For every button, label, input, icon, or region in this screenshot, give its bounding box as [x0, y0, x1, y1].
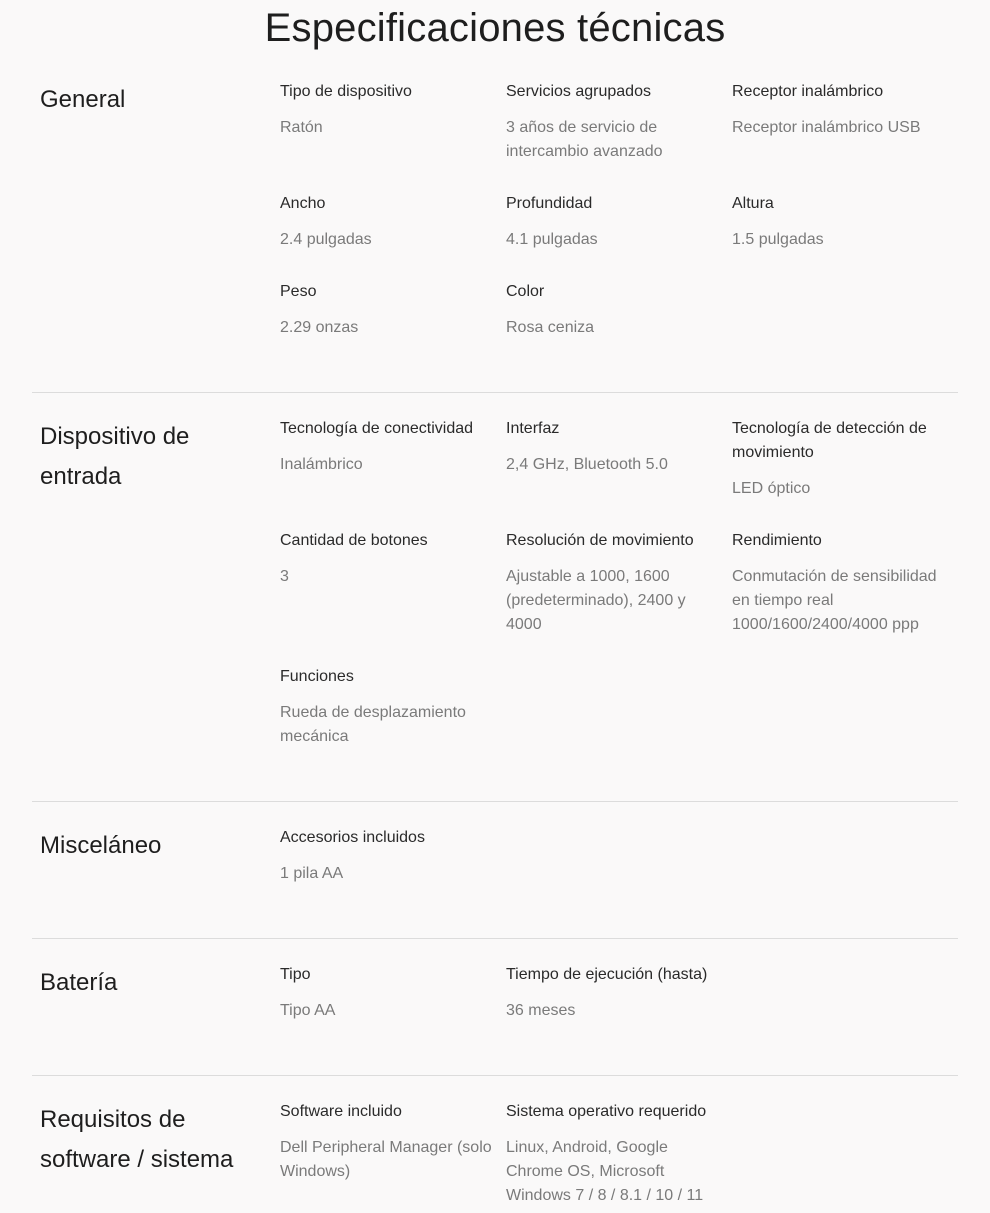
spec-item [280, 826, 506, 914]
spec-item [506, 417, 732, 529]
spec-value: Rueda de desplazamiento mecánica [280, 704, 466, 745]
spec-value: 1 pila AA [280, 865, 344, 882]
section-title: Dispositivo de entrada [40, 423, 190, 490]
spec-label: Tiempo de ejecución (hasta) [506, 966, 708, 983]
spec-item [280, 963, 506, 1051]
spec-item [280, 280, 506, 368]
spec-item [506, 192, 732, 280]
spec-grid [280, 417, 960, 777]
spec-value: Receptor inalámbrico USB [732, 119, 921, 136]
spec-label: Accesorios incluidos [280, 829, 425, 846]
spec-label: Resolución de movimiento [506, 532, 694, 549]
spec-label: Peso [280, 283, 317, 300]
section-divider [32, 1075, 958, 1076]
spec-label: Ancho [280, 195, 326, 212]
spec-value: LED óptico [732, 480, 811, 497]
spec-item [732, 417, 958, 529]
spec-label: Servicios agrupados [506, 83, 651, 100]
spec-value: Dell Peripheral Manager (solo Windows) [280, 1139, 492, 1180]
spec-label: Tecnología de conectividad [280, 420, 474, 437]
spec-item [280, 80, 506, 192]
spec-row [280, 826, 960, 914]
spec-item [280, 417, 506, 529]
spec-row [280, 280, 960, 368]
spec-row [280, 1100, 960, 1212]
section-title: General [40, 86, 126, 113]
spec-value: 36 meses [506, 1002, 576, 1019]
spec-item [280, 529, 506, 665]
spec-grid [280, 80, 960, 368]
spec-value: 3 años de servicio de intercambio avanzado [506, 119, 663, 160]
spec-label: Rendimiento [732, 532, 822, 549]
section-title: Requisitos de software / sistema [40, 1106, 234, 1173]
spec-label: Profundidad [506, 195, 593, 212]
spec-value: Ajustable a 1000, 1600 (predeterminado), 2400 y 4000 [506, 568, 686, 633]
section-title: Batería [40, 969, 118, 996]
spec-value: 4.1 pulgadas [506, 231, 598, 248]
spec-value: 2,4 GHz, Bluetooth 5.0 [506, 456, 668, 473]
spec-value: 3 [280, 568, 289, 585]
spec-row [280, 665, 960, 777]
spec-item [506, 529, 732, 665]
spec-grid [280, 963, 960, 1051]
spec-row [280, 417, 960, 529]
spec-grid [280, 1100, 960, 1212]
spec-row [280, 963, 960, 1051]
section-divider [32, 801, 958, 802]
spec-row [280, 192, 960, 280]
spec-label: Interfaz [506, 420, 560, 437]
spec-item [506, 280, 732, 368]
spec-label: Tipo [280, 966, 311, 983]
spec-label: Receptor inalámbrico [732, 83, 884, 100]
spec-label: Tipo de dispositivo [280, 83, 412, 100]
spec-item [280, 192, 506, 280]
spec-item [506, 963, 732, 1051]
spec-row [280, 80, 960, 192]
spec-item [732, 529, 958, 665]
spec-label: Color [506, 283, 545, 300]
spec-label: Tecnología de detección de movimiento [732, 420, 927, 461]
spec-item [732, 80, 958, 192]
spec-grid [280, 826, 960, 914]
spec-label: Altura [732, 195, 774, 212]
spec-value: Inalámbrico [280, 456, 363, 473]
spec-value: Linux, Android, Google Chrome OS, Microsoft Windows 7 / 8 / 8.1 / 10 / 11 [506, 1139, 704, 1204]
spec-label: Funciones [280, 668, 354, 685]
spec-item [506, 1100, 732, 1212]
section-divider [32, 938, 958, 939]
spec-value: Conmutación de sensibilidad en tiempo real 1000/1600/2400/4000 ppp [732, 568, 937, 633]
spec-label: Sistema operativo requerido [506, 1103, 707, 1120]
spec-value: 1.5 pulgadas [732, 231, 824, 248]
spec-label: Software incluido [280, 1103, 402, 1120]
spec-value: 2.29 onzas [280, 319, 359, 336]
spec-item [506, 80, 732, 192]
section-title: Misceláneo [40, 832, 162, 859]
spec-row [280, 529, 960, 665]
spec-item [280, 1100, 506, 1212]
spec-value: 2.4 pulgadas [280, 231, 372, 248]
spec-value: Ratón [280, 119, 323, 136]
spec-label: Cantidad de botones [280, 532, 428, 549]
page-title: Especificaciones técnicas [264, 6, 726, 50]
spec-item [280, 665, 506, 777]
spec-value: Tipo AA [280, 1002, 336, 1019]
spec-item [732, 192, 958, 280]
section-divider [32, 392, 958, 393]
spec-value: Rosa ceniza [506, 319, 595, 336]
